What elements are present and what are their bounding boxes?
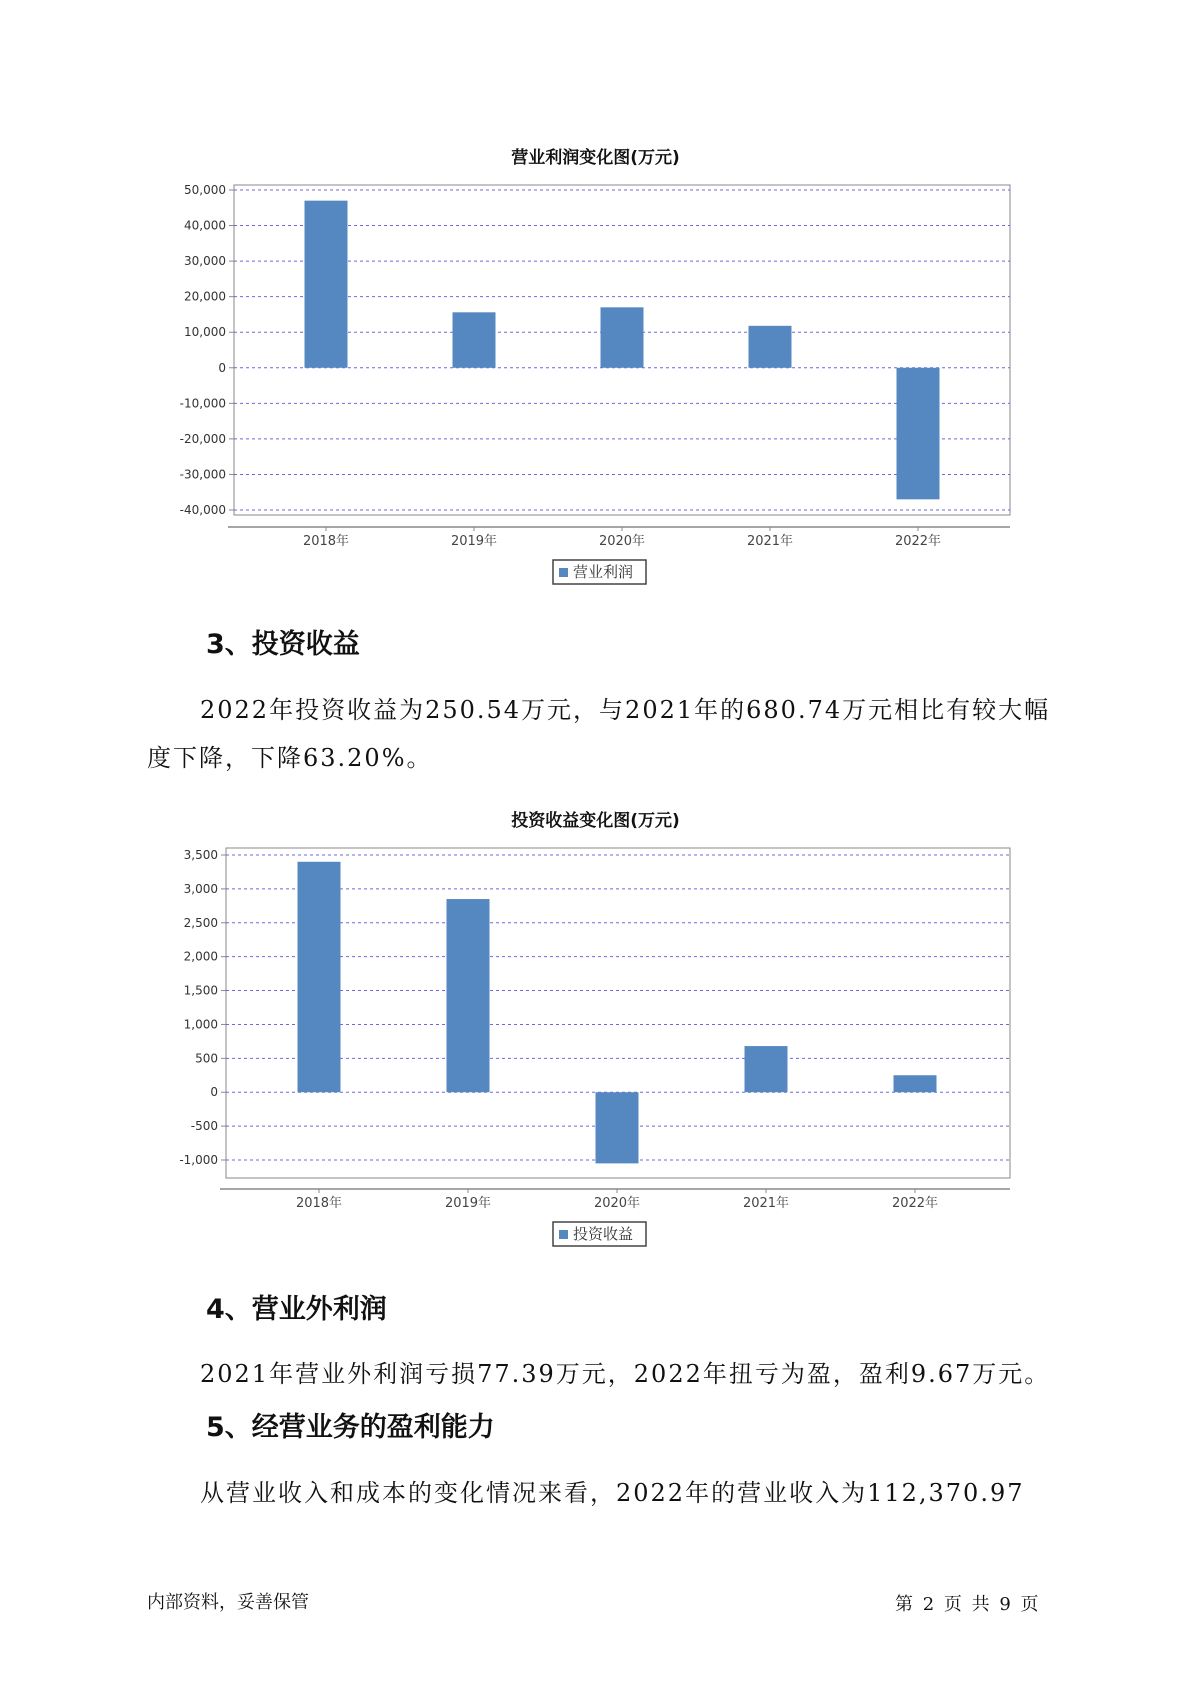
x-tick-label: 2021年 bbox=[746, 534, 794, 549]
y-tick-label: 50,000 bbox=[184, 183, 226, 197]
legend-label: 投资收益 bbox=[573, 1225, 634, 1243]
y-tick-label: 1,000 bbox=[183, 1017, 218, 1032]
y-tick-label: -1,000 bbox=[179, 1153, 218, 1167]
x-tick-label: 2020年 bbox=[593, 1196, 641, 1211]
bar-2020年 bbox=[596, 1092, 639, 1163]
bar-2022年 bbox=[894, 1075, 937, 1092]
footer-confidential-note: 内部资料，妥善保管 bbox=[147, 1592, 309, 1613]
y-tick-label: -30,000 bbox=[179, 467, 226, 482]
y-tick-label: -500 bbox=[190, 1119, 218, 1134]
x-tick-label: 2022年 bbox=[894, 534, 942, 549]
y-tick-label: 3,000 bbox=[183, 881, 218, 896]
bar-2021年 bbox=[745, 1046, 788, 1092]
y-tick-label: 2,000 bbox=[183, 949, 218, 964]
section-3-heading: 3、投资收益 bbox=[206, 629, 360, 660]
x-tick-label: 2020年 bbox=[598, 534, 646, 549]
y-tick-label: 0 bbox=[218, 360, 226, 375]
y-tick-label: 40,000 bbox=[184, 218, 226, 233]
bar-2019年 bbox=[447, 899, 490, 1092]
section-3-paragraph-line1: 2022年投资收益为250.54万元，与2021年的680.74万元相比有较大幅 bbox=[200, 696, 1051, 724]
y-tick-label: 20,000 bbox=[184, 289, 226, 304]
x-tick-label: 2021年 bbox=[742, 1196, 790, 1211]
y-tick-label: 0 bbox=[210, 1085, 218, 1100]
x-tick-label: 2018年 bbox=[302, 534, 350, 549]
x-tick-label: 2019年 bbox=[444, 1196, 492, 1211]
chart-legend bbox=[553, 1222, 646, 1246]
y-tick-label: 10,000 bbox=[184, 325, 226, 340]
bar-2018年 bbox=[298, 862, 341, 1092]
chart1-title: 营业利润变化图(万元) bbox=[511, 148, 680, 168]
y-tick-label: 3,500 bbox=[183, 848, 218, 862]
section-4-paragraph: 2021年营业外利润亏损77.39万元，2022年扭亏为盈，盈利9.67万元。 bbox=[200, 1360, 1051, 1388]
y-tick-label: -10,000 bbox=[179, 396, 226, 411]
legend-label: 营业利润 bbox=[573, 563, 634, 581]
legend-swatch bbox=[559, 1230, 568, 1239]
section-3-paragraph-line2: 度下降，下降63.20%。 bbox=[147, 744, 433, 772]
y-tick-label: 2,500 bbox=[183, 915, 218, 930]
section-5-paragraph: 从营业收入和成本的变化情况来看，2022年的营业收入为112,370.97 bbox=[200, 1479, 1025, 1507]
chart2-title: 投资收益变化图(万元) bbox=[511, 811, 680, 831]
x-tick-label: 2018年 bbox=[295, 1196, 343, 1211]
y-tick-label: -20,000 bbox=[179, 431, 226, 446]
x-tick-label: 2022年 bbox=[891, 1196, 939, 1211]
section-5-heading: 5、经营业务的盈利能力 bbox=[206, 1412, 495, 1443]
x-tick-label: 2019年 bbox=[450, 534, 498, 549]
y-tick-label: -40,000 bbox=[179, 503, 226, 517]
section-4-heading: 4、营业外利润 bbox=[206, 1294, 387, 1325]
footer-page-number: 第 2 页 共 9 页 bbox=[895, 1594, 1041, 1615]
y-tick-label: 1,500 bbox=[183, 983, 218, 998]
y-tick-label: 500 bbox=[195, 1051, 218, 1066]
y-tick-label: 30,000 bbox=[184, 254, 226, 269]
